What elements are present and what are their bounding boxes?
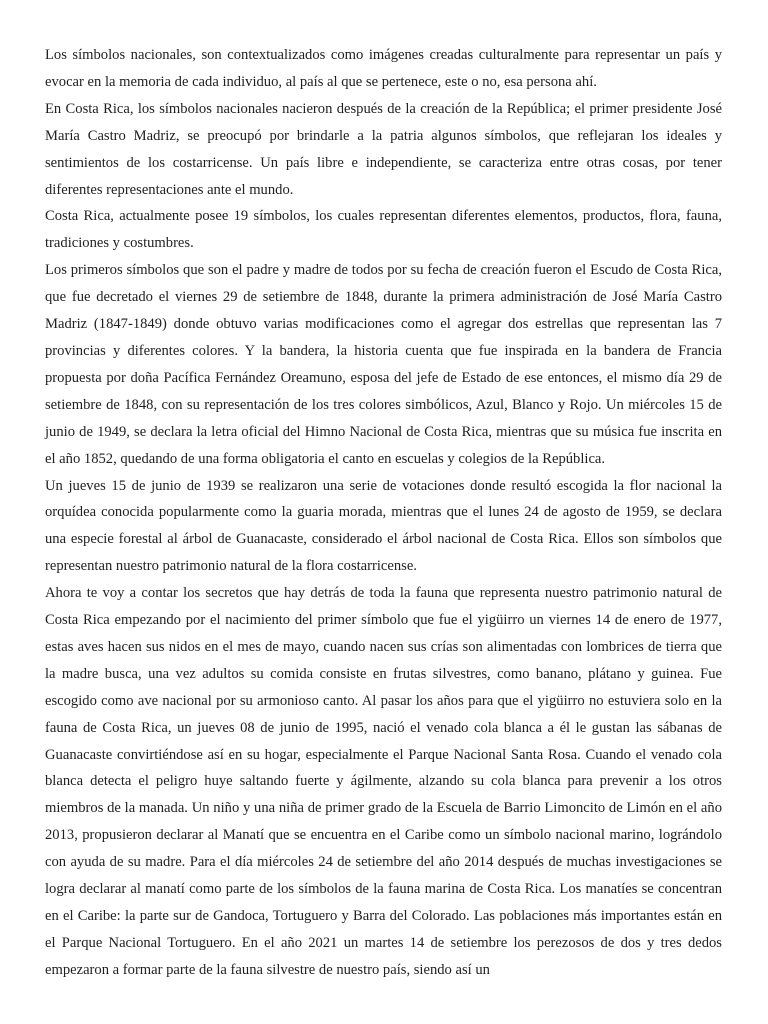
paragraph-flora: Un jueves 15 de junio de 1939 se realizaron una serie de votaciones donde resultó escogida la flor nacional la orquídea conocida popularmente como la guaria morada, mientras que el lunes 24 de agosto de 1959, se declara una especie forestal al árbol de Guanacaste, considerado el árbol nacional de Costa Rica. Ellos son símbolos que representan nuestro patrimonio natural de la flora costarricense. xyxy=(45,477,722,575)
paragraph-first-symbols: Los primeros símbolos que son el padre y madre de todos por su fecha de creación fueron el Escudo de Costa Rica, que fue decretado el viernes 29 de setiembre de 1848, durante la primera administración de José María Castro Madriz (1847-1849) donde obtuvo varias modificaciones como el agregar dos estrellas que representan las 7 provincias y diferentes colores. Y la bandera, la historia cuenta que fue inspirada en la bandera de Francia propuesta por doña Pacífica Fernández Oreamuno, esposa del jefe de Estado de ese entonces, el mismo día 29 de setiembre de 1848, con su representación de los tres colores simbólicos, Azul, Blanco y Rojo. Un miércoles 15 de junio de 1949, se declara la letra oficial del Himno Nacional de Costa Rica, mientras que su música fue inscrita en el año 1852, quedando de una forma obligatoria el canto en escuelas y colegios de la República. xyxy=(45,262,722,467)
paragraph-count: Costa Rica, actualmente posee 19 símbolos, los cuales representan diferentes elementos, productos, flora, fauna, tradiciones y costumbres. xyxy=(45,208,722,252)
paragraph-intro: Los símbolos nacionales, son contextualizados como imágenes creadas culturalmente para representar un país y evocar en la memoria de cada individuo, al país al que se pertenece, este o no, esa persona ahí. xyxy=(45,47,722,90)
paragraph-fauna: Ahora te voy a contar los secretos que hay detrás de toda la fauna que representa nuestro patrimonio natural de Costa Rica empezando por el nacimiento del primer símbolo que fue el yigüirro un viernes 14 de enero de 1977, estas aves hacen sus nidos en el mes de mayo, cuando nacen sus crías son alimentadas con lombrices de tierra que la madre busca, una vez adultos su comida consiste en frutas silvestres, como banano, plátano y guinea. Fue escogido como ave nacional por su armonioso canto. Al pasar los años para que el yigüirro no estuviera solo en la fauna de Costa Rica, un jueves 08 de junio de 1995, nació el venado cola blanca a él le gustan las sábanas de Guanacaste convirtiéndose así en su hogar, especialmente el Parque Nacional Santa Rosa. Cuando el venado cola blanca detecta el peligro huye saltando fuerte y ágilmente, alzando su cola blanca para prevenir a los otros miembros de la manada. Un niño y una niña de primer grado de la Escuela de Barrio Limoncito de Limón en el año 2013, propusieron declarar al Manatí que se encuentra en el Caribe como un símbolo nacional marino, lográndolo con ayuda de su madre. Para el día miércoles 24 de setiembre del año 2014 después de muchas investigaciones se logra declarar al manatí como parte de los símbolos de la fauna marina de Costa Rica. Los manatíes se concentran en el Caribe: la parte sur de Gandoca, Tortuguero y Barra del Colorado. Las poblaciones más importantes están en el Parque Nacional Tortuguero. En el año 2021 un martes 14 de setiembre los perezosos de dos y tres dedos empezaron a formar parte de la fauna silvestre de nuestro país, siendo así un xyxy=(45,585,722,978)
paragraph-origin: En Costa Rica, los símbolos nacionales nacieron después de la creación de la República; el primer presidente José María Castro Madriz, se preocupó por brindarle a la patria algunos símbolos, que reflejaran los ideales y sentimientos de los costarricense. Un país libre e independiente, se caracteriza entre otras cosas, por tener diferentes representaciones ante el mundo. xyxy=(45,100,722,198)
